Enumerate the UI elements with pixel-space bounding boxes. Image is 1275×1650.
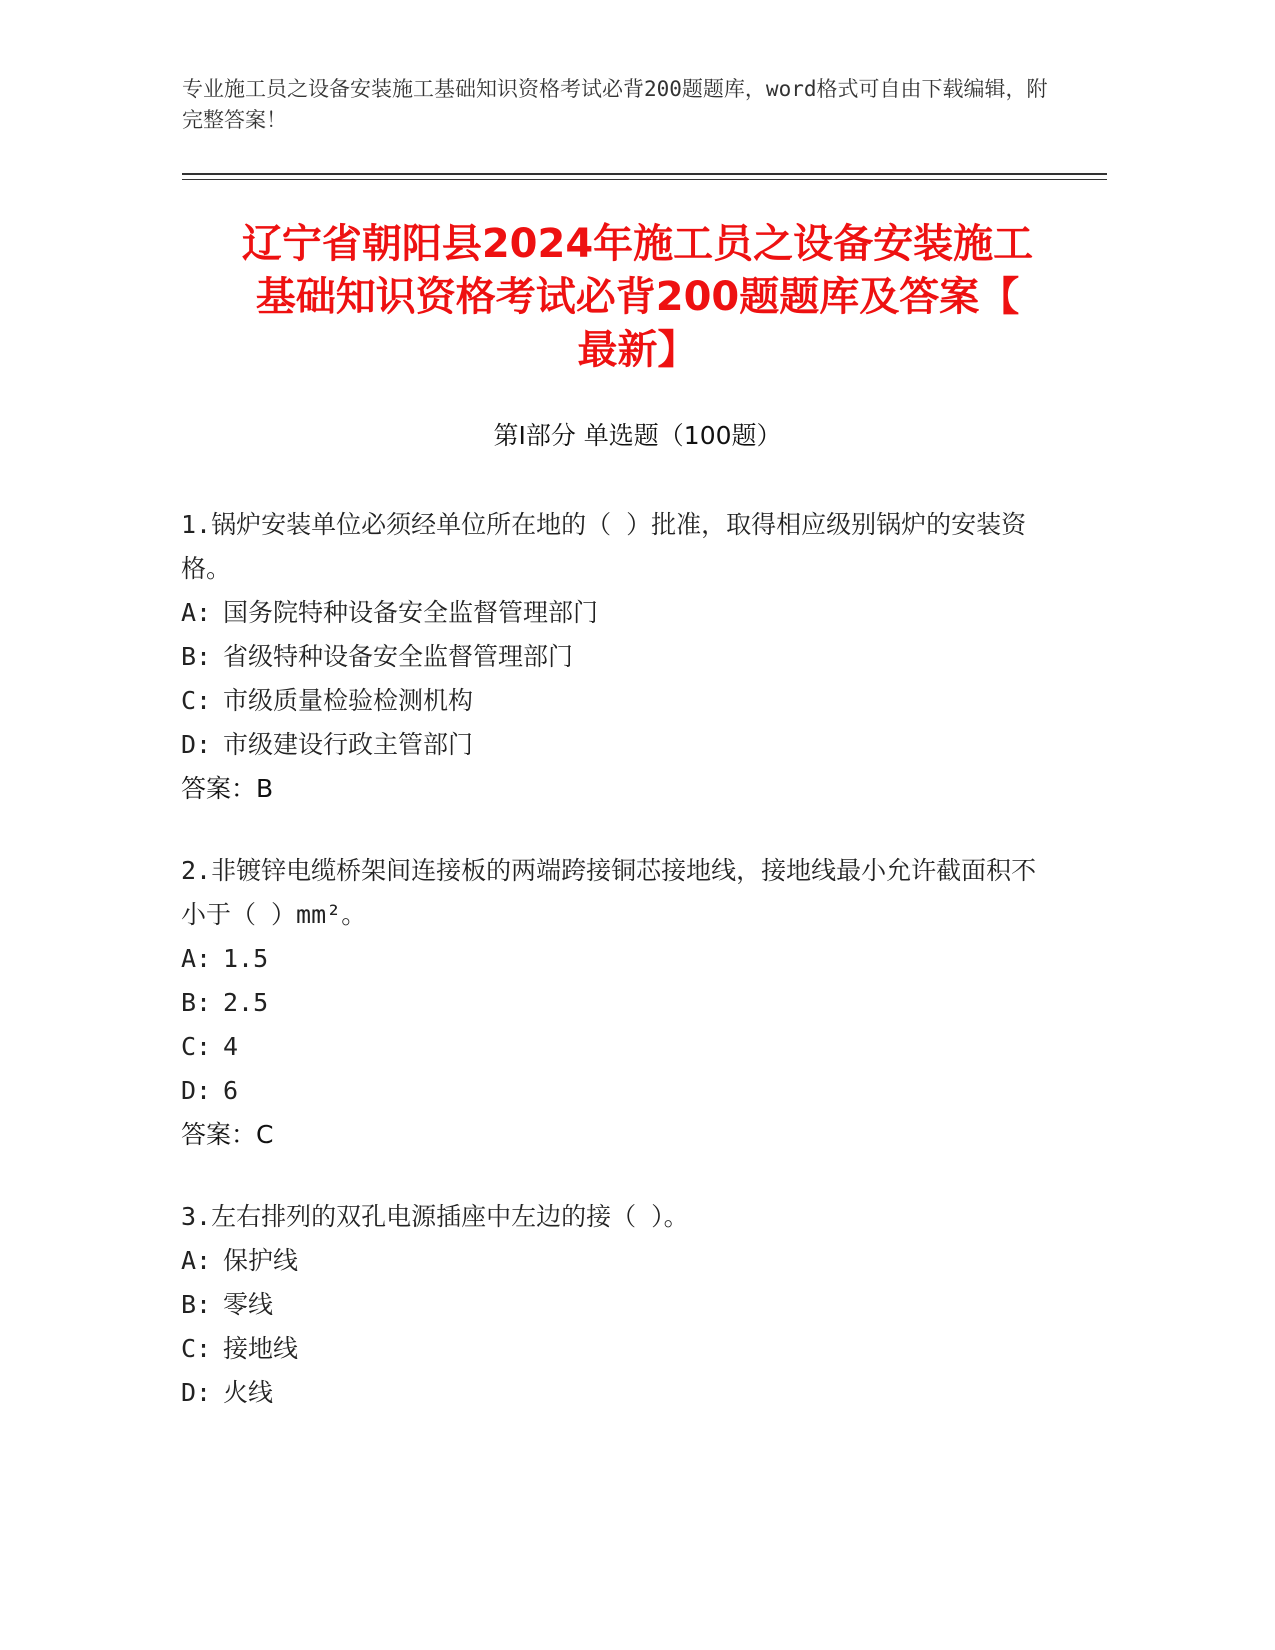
option-c	[181, 1327, 1051, 1371]
answer-text: 答案：B	[181, 774, 274, 803]
option-c	[181, 679, 1051, 723]
option-letter: D:	[181, 1076, 212, 1105]
option-text: 6	[223, 1076, 239, 1105]
option-text: 市级质量检验检测机构	[223, 686, 474, 715]
option-b	[181, 1283, 1051, 1327]
option-letter: B:	[181, 988, 212, 1017]
option-letter: A:	[181, 944, 212, 973]
question-text: 3.左右排列的双孔电源插座中左边的接（ ）。	[181, 1202, 689, 1231]
option-letter: C:	[181, 1334, 212, 1363]
option-b	[181, 981, 1051, 1025]
option-a	[181, 937, 1051, 981]
question-text: 1.锅炉安装单位必须经单位所在地的（ ）批准，取得相应级别锅炉的安装资格。	[181, 510, 1027, 583]
option-letter: A:	[181, 1246, 212, 1275]
option-d	[181, 723, 1051, 767]
option-text: 零线	[223, 1290, 274, 1319]
title-line-2: 基础知识资格考试必背200题题库及答案【	[255, 274, 1020, 320]
option-letter: B:	[181, 642, 212, 671]
option-letter: D:	[181, 730, 212, 759]
option-text: 2.5	[223, 988, 269, 1017]
option-d	[181, 1069, 1051, 1113]
document-title	[160, 218, 1115, 377]
option-letter: B:	[181, 1290, 212, 1319]
option-text: 市级建设行政主管部门	[223, 730, 474, 759]
option-d	[181, 1371, 1051, 1415]
option-c	[181, 1025, 1051, 1069]
header-divider-thick	[182, 173, 1107, 175]
question-1	[181, 503, 1051, 811]
question-3	[181, 1195, 1051, 1415]
option-text: 1.5	[223, 944, 269, 973]
option-text: 火线	[223, 1378, 274, 1407]
option-letter: C:	[181, 1032, 212, 1061]
header-note: 专业施工员之设备安装施工基础知识资格考试必背200题题库，word格式可自由下载编辑，附完整答案！	[182, 77, 1048, 132]
option-text: 国务院特种设备安全监督管理部门	[223, 598, 599, 627]
option-a	[181, 591, 1051, 635]
option-letter: D:	[181, 1378, 212, 1407]
option-letter: A:	[181, 598, 212, 627]
answer-text: 答案：C	[181, 1120, 274, 1149]
section-heading: 第Ⅰ部分 单选题（100题）	[493, 421, 782, 450]
option-text: 4	[223, 1032, 239, 1061]
question-list	[181, 503, 1051, 1453]
question-2	[181, 849, 1051, 1157]
option-text: 保护线	[223, 1246, 299, 1275]
option-a	[181, 1239, 1051, 1283]
option-b	[181, 635, 1051, 679]
title-line-3: 最新】	[577, 327, 698, 373]
header-divider-thin	[182, 179, 1107, 180]
option-text: 省级特种设备安全监督管理部门	[223, 642, 574, 671]
option-text: 接地线	[223, 1334, 299, 1363]
question-text: 2.非镀锌电缆桥架间连接板的两端跨接铜芯接地线，接地线最小允许截面积不小于（ ）mm²。	[181, 856, 1037, 929]
option-letter: C:	[181, 686, 212, 715]
title-line-1: 辽宁省朝阳县2024年施工员之设备安装施工	[241, 221, 1034, 267]
